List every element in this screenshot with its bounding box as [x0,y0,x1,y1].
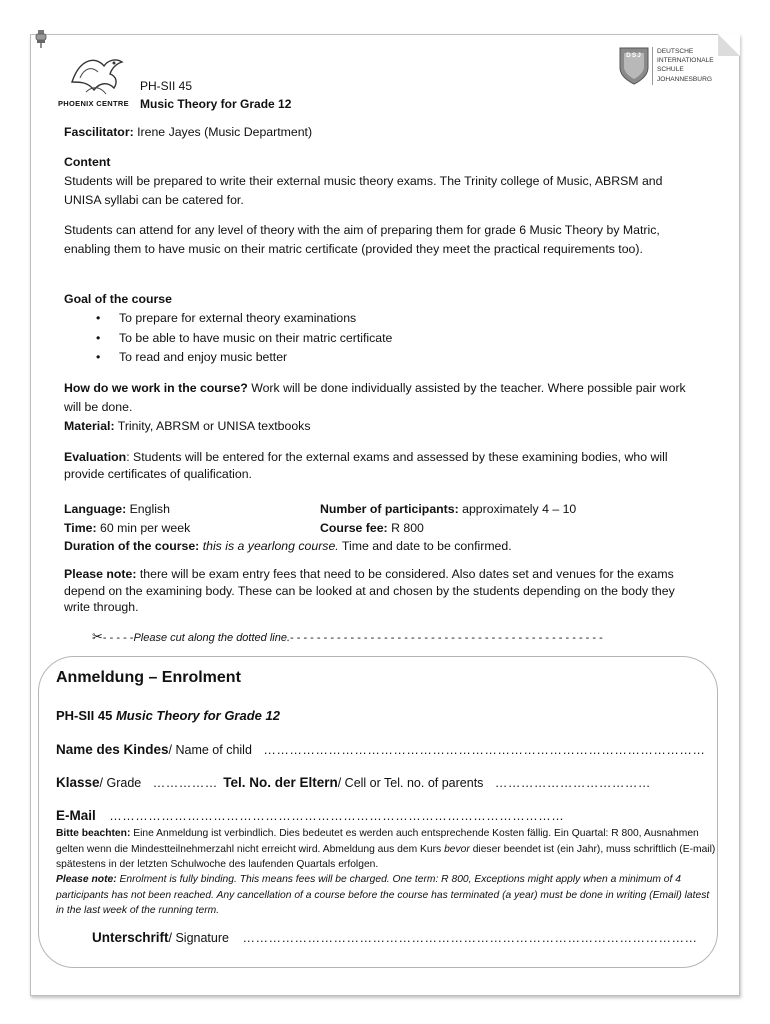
facilitator-value: Irene Jayes (Music Department) [133,125,313,139]
enrolment-course [56,707,280,725]
course-code: PH-SII 45 [140,79,193,93]
material-value: Trinity, ABRSM or UNISA textbooks [114,419,311,433]
bullet-icon: • [96,330,101,345]
cut-line [92,629,603,646]
evaluation-label: Evaluation [64,450,127,464]
signature-label-en: / Signature [168,931,229,945]
cut-line-text: Please cut along the dotted line. [133,632,291,644]
evaluation-paragraph [64,449,694,483]
enrolment-course-title: Music Theory for Grade 12 [115,708,280,723]
list-item: • To prepare for external theory examinations [64,309,664,329]
note-text: there will be exam entry fees that need to be considered. Also dates set and venues for the exams depend on the examining body. These can be looked at and chosen by the students depending on the body they write through. [64,567,675,614]
school-name-line-3: SCHULE [657,66,684,74]
enrolment-title: Anmeldung – Enrolment [56,669,241,686]
fee-value: R 800 [387,521,424,535]
school-name [657,47,714,84]
duration-rest: Time and date to be confirmed. [338,539,512,553]
email-field[interactable]: …………………………………………………………………………………………… [109,809,565,823]
class-field[interactable]: …………… [152,776,218,790]
phoenix-centre-logo [58,52,130,112]
pushpin-icon [35,30,47,48]
content-paragraph-2: Students can attend for any level of theory with the aim of preparing them for grade 6 Music Theory by Matric, enabling them to have music on their matric certificate (provided they meet the practical requirements too). [64,223,660,256]
goals-list [64,309,664,368]
school-crest [618,46,650,86]
signature-row [92,928,697,948]
english-notice: Please note: Enrolment is fully binding. This means fees will be charged. One term: R 800, Exceptions might apply when a minimum of 4 participants has not been reached. Any cancellation of a course before the course has terminated (a year) must be done in writing (Email) latest in the last week of the running term. [56,874,710,916]
cut-line-trail: - - - - - - - - - - - - - - - - - - - - - - - - - - - - - - - - - - - - - - - - - - - - - - - [290,632,603,644]
how-text: Work will be done individually assisted by the teacher. Where possible pair work will be done. [64,381,686,414]
tel-label-de: Tel. No. der Eltern [223,775,338,790]
english-notice-label: Please note: [56,874,117,885]
list-item: • To read and enjoy music better [64,348,664,368]
phoenix-logo-text: PHOENIX CENTRE [58,99,129,108]
time-label: Time: [64,521,97,535]
participants-value: approximately 4 – 10 [458,502,577,516]
tel-field[interactable]: ……………………………… [494,776,651,790]
facilitator-line [64,123,312,142]
child-name-label-de: Name des Kindes [56,742,169,757]
content-paragraph-1: Students will be prepared to write their external music theory exams. The Trinity college of Music, ABRSM and UNISA syllabi can be catered for. [64,174,663,207]
note-label: Please note: [64,567,137,581]
material-line [64,417,310,436]
class-label-en: / Grade [99,776,142,790]
bullet-icon: • [96,311,101,325]
child-name-label-en: / Name of child [168,743,252,757]
page-fold-corner [718,34,740,56]
how-paragraph [64,379,694,417]
goals-heading: Goal of the course [64,292,172,306]
school-name-line-4: JOHANNESBURG [657,75,712,83]
participants-label: Number of participants: [320,502,459,516]
enrolment-course-code: PH-SII 45 [56,708,116,723]
facilitator-label: Fascilitator: [64,125,134,139]
fee-label: Course fee: [320,521,388,535]
signature-field[interactable]: …………………………………………………………………………………………… [242,931,698,945]
participants-line [320,500,576,519]
scissors-icon: ✂ [92,629,103,644]
fee-line [320,519,424,538]
school-name-line-1: DEUTSCHE [657,48,694,55]
content-heading: Content [64,155,111,169]
language-value: English [126,502,170,516]
duration-line [64,537,512,556]
crest-text: DSJ [626,52,642,59]
list-item: • To be able to have music on their matric certificate [64,329,664,349]
logo-divider [652,47,653,85]
cut-line-lead: - - - - - [102,632,134,644]
how-label: How do we work in the course? [64,381,248,395]
child-name-field[interactable]: ………………………………………………………………………………………… [263,743,706,757]
email-label: E-Mail [56,808,96,823]
time-value: 60 min per week [96,521,191,535]
german-notice: Bitte beachten: Eine Anmeldung ist verbindlich. Dies bedeutet es werden auch entsprechende Kosten fällig. Ein Quartal: R 800, Ausnahmen gelten wenn die Mindestteilnehmerzahl nicht erreicht wird. Abmeldung aus dem Kurs bevor dieser beendet ist (ein Jahr), muss schriftlich (E-mail) spätestens in der letzten Schulwoche des laufenden Quartals erfolgen. [56,828,716,870]
phoenix-bird-icon [66,52,126,98]
language-label: Language: [64,502,127,516]
course-title: Music Theory for Grade 12 [140,97,292,111]
signature-label-de: Unterschrift [92,930,169,945]
language-line [64,500,170,519]
tel-label-en: / Cell or Tel. no. of parents [337,776,484,790]
german-notice-label: Bitte beachten: [56,828,131,839]
note-paragraph [64,566,694,616]
class-tel-row [56,773,651,793]
class-label-de: Klasse [56,775,100,790]
bullet-icon: • [96,350,101,364]
email-row [56,806,564,826]
duration-italic: this is a yearlong course. [199,539,339,553]
duration-label: Duration of the course: [64,539,200,553]
evaluation-text: : Students will be entered for the external exams and assessed by these examining bodies, who will provide certificates of qualification. [64,450,668,481]
school-name-line-2: INTERNATIONALE [657,57,714,65]
time-line [64,519,190,538]
material-label: Material: [64,419,115,433]
child-name-row [56,740,705,760]
